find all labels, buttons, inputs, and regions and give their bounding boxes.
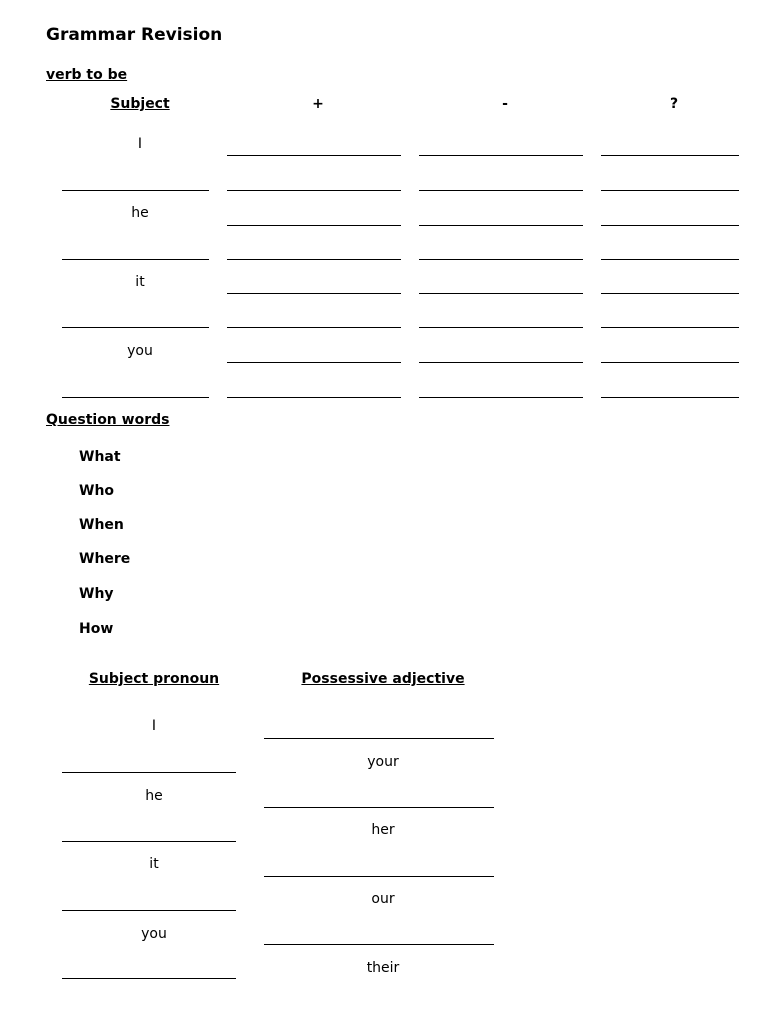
question-answer-line[interactable] [601,327,739,328]
question-answer-line[interactable] [601,190,739,191]
subject-column-header: Subject [110,96,170,112]
question-words-heading: Question words [46,412,170,428]
question-word-when: When [79,517,124,533]
subject-pronoun-answer-line[interactable] [62,910,236,911]
subject-pronoun-answer-line[interactable] [62,841,236,842]
question-word-where: Where [79,551,131,567]
negative-answer-line[interactable] [419,362,583,363]
pronoun-label-i: I [151,718,157,734]
subject-answer-line[interactable] [62,397,209,398]
page-title: Grammar Revision [46,25,223,45]
subject-answer-line[interactable] [62,259,209,260]
subject-label-he: he [131,205,149,221]
subject-answer-line[interactable] [62,190,209,191]
possessive-label-their: their [366,960,400,976]
subject-answer-line[interactable] [62,327,209,328]
positive-answer-line[interactable] [227,225,401,226]
positive-column-header: + [312,96,324,112]
possessive-answer-line[interactable] [264,876,494,877]
positive-answer-line[interactable] [227,155,401,156]
question-answer-line[interactable] [601,259,739,260]
negative-answer-line[interactable] [419,190,583,191]
question-answer-line[interactable] [601,293,739,294]
subject-label-you: you [127,343,153,359]
question-answer-line[interactable] [601,362,739,363]
possessive-answer-line[interactable] [264,807,494,808]
positive-answer-line[interactable] [227,293,401,294]
verb-to-be-heading: verb to be [46,67,128,83]
positive-answer-line[interactable] [227,362,401,363]
question-word-why: Why [79,586,114,602]
pronoun-label-you: you [141,926,167,942]
negative-answer-line[interactable] [419,155,583,156]
positive-answer-line[interactable] [227,190,401,191]
subject-label-it: it [135,274,145,290]
subject-pronoun-header: Subject pronoun [88,671,220,687]
subject-label-i: I [137,136,143,152]
negative-answer-line[interactable] [419,259,583,260]
question-word-who: Who [79,483,115,499]
negative-answer-line[interactable] [419,327,583,328]
possessive-label-your: your [367,754,399,770]
possessive-label-her: her [371,822,395,838]
positive-answer-line[interactable] [227,397,401,398]
question-answer-line[interactable] [601,155,739,156]
question-column-header: ? [669,96,679,112]
possessive-answer-line[interactable] [264,944,494,945]
negative-answer-line[interactable] [419,397,583,398]
question-word-what: What [79,449,121,465]
possessive-answer-line[interactable] [264,738,494,739]
negative-answer-line[interactable] [419,293,583,294]
positive-answer-line[interactable] [227,327,401,328]
subject-pronoun-answer-line[interactable] [62,978,236,979]
pronoun-label-it: it [149,856,159,872]
subject-pronoun-answer-line[interactable] [62,772,236,773]
possessive-label-our: our [371,891,395,907]
negative-column-header: - [502,96,508,112]
question-answer-line[interactable] [601,225,739,226]
pronoun-label-he: he [145,788,163,804]
possessive-adjective-header: Possessive adjective [301,671,465,687]
positive-answer-line[interactable] [227,259,401,260]
question-answer-line[interactable] [601,397,739,398]
question-word-how: How [79,621,114,637]
negative-answer-line[interactable] [419,225,583,226]
